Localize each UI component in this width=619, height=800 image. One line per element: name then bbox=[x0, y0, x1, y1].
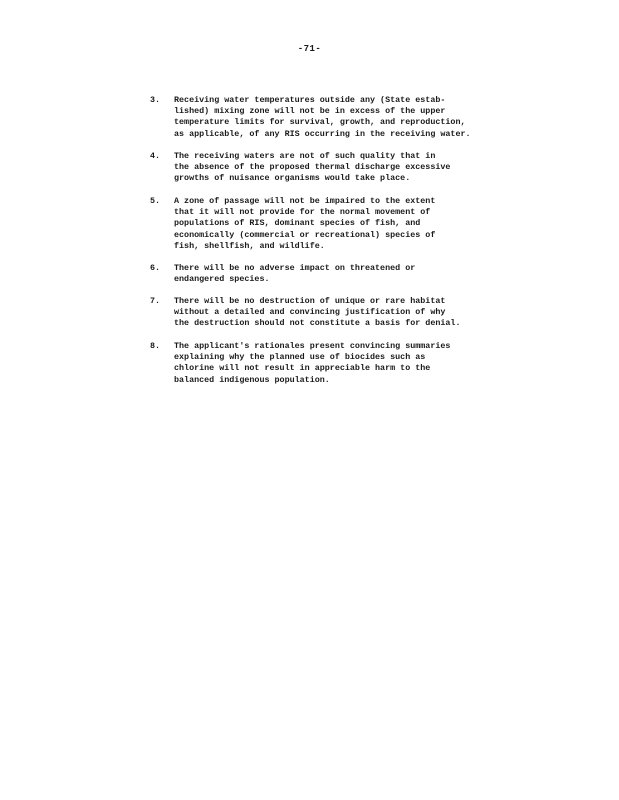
item-text-line: Receiving water temperatures outside any (State estab- bbox=[174, 95, 446, 105]
item-text-line: growths of nuisance organisms would take place. bbox=[174, 173, 411, 184]
item-text-line: as applicable, of any RIS occurring in the receiving water. bbox=[174, 128, 471, 139]
item-text-line: economically (commercial or recreational) species of bbox=[174, 229, 436, 240]
item-number: 4. bbox=[150, 151, 161, 161]
item-number: 6. bbox=[150, 263, 161, 273]
page-number: -71- bbox=[297, 44, 322, 54]
item-text-line: endangered species. bbox=[174, 274, 270, 285]
item-text-line: lished) mixing zone will not be in excess of the upper bbox=[174, 106, 446, 117]
item-text-line: the destruction should not constitute a basis for denial. bbox=[174, 318, 461, 329]
item-text-line: The receiving waters are not of such quality that in bbox=[174, 151, 436, 161]
item-number: 5. bbox=[150, 196, 161, 206]
item-text bbox=[174, 151, 450, 185]
item-text-line: explaining why the planned use of biocides such as bbox=[174, 352, 426, 363]
item-text-line: the absence of the proposed thermal discharge excessive bbox=[174, 162, 451, 173]
item-text-line: fish, shellfish, and wildlife. bbox=[174, 240, 325, 251]
item-text-line: A zone of passage will not be impaired to the extent bbox=[174, 196, 436, 206]
item-text-line: chlorine will not result in appreciable harm to the bbox=[174, 363, 431, 374]
item-text-line: populations of RIS, dominant species of fish, and bbox=[174, 218, 421, 229]
item-text bbox=[174, 95, 471, 140]
item-text bbox=[174, 263, 415, 285]
item-text-line: without a detailed and convincing justification of why bbox=[174, 307, 446, 318]
item-text-line: that it will not provide for the normal movement of bbox=[174, 207, 431, 218]
item-number: 8. bbox=[150, 341, 161, 351]
item-text-line: There will be no adverse impact on threatened or bbox=[174, 263, 416, 273]
item-number: 3. bbox=[150, 95, 161, 105]
item-text bbox=[174, 296, 460, 330]
item-text-line: temperature limits for survival, growth, and reproduction, bbox=[174, 117, 466, 128]
item-text-line: balanced indigenous population. bbox=[174, 374, 330, 385]
item-number: 7. bbox=[150, 296, 161, 306]
item-text-line: The applicant's rationales present convincing summaries bbox=[174, 341, 451, 351]
item-text bbox=[174, 341, 450, 386]
item-text bbox=[174, 196, 435, 252]
item-text-line: There will be no destruction of unique or rare habitat bbox=[174, 296, 446, 306]
